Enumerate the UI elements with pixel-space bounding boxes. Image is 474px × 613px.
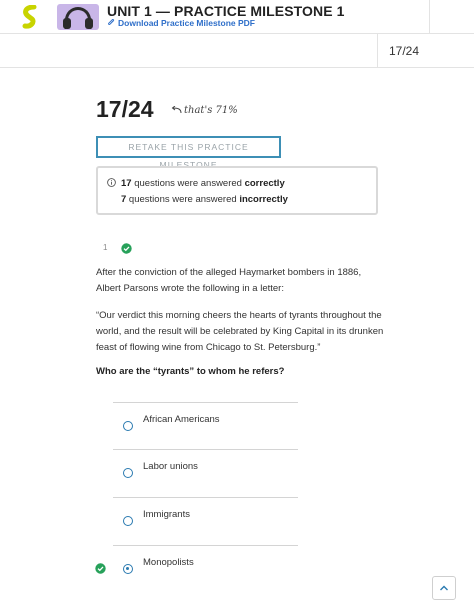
percent-note-text: that's 71% xyxy=(184,105,238,116)
correct-text: questions were answered xyxy=(131,178,245,189)
radio-button[interactable] xyxy=(123,421,133,431)
header-divider xyxy=(429,0,430,34)
curved-arrow-icon xyxy=(171,106,182,115)
question-prompt: Who are the “tyrants” to whom he refers? xyxy=(96,366,285,377)
answer-option[interactable] xyxy=(113,402,298,449)
chevron-up-icon xyxy=(439,583,449,593)
answer-label: Immigrants xyxy=(143,509,190,520)
score-bar xyxy=(0,34,474,68)
incorrect-summary xyxy=(121,194,288,205)
correct-check-icon xyxy=(121,243,132,254)
scroll-to-top-button[interactable] xyxy=(432,576,456,600)
retake-button[interactable]: RETAKE THIS PRACTICE MILESTONE xyxy=(96,136,281,158)
download-pdf-label: Download Practice Milestone PDF xyxy=(118,18,255,28)
radio-button-selected[interactable] xyxy=(123,564,133,574)
answer-option-selected[interactable] xyxy=(113,545,298,592)
answer-label: Labor unions xyxy=(143,461,198,472)
incorrect-count: 7 xyxy=(121,194,127,205)
scorebar-score: 17/24 xyxy=(389,44,420,58)
correct-word: correctly xyxy=(244,178,285,189)
question-quote: “Our verdict this morning cheers the hearts of tyrants throughout the world, and the result will be celebrated by King Capital in its drunken feast of flowing wine from Chicago to St. Petersburg.” xyxy=(96,310,384,353)
answer-label: African Americans xyxy=(143,414,220,425)
selected-correct-check-icon xyxy=(95,563,106,574)
answer-option[interactable] xyxy=(113,497,298,544)
question-context: After the conviction of the alleged Haymarket bombers in 1886, Albert Parsons wrote the following in a letter: xyxy=(96,267,362,294)
question-number: 1 xyxy=(103,243,108,252)
info-icon xyxy=(107,178,116,187)
download-pdf-link[interactable] xyxy=(107,18,255,28)
percent-note xyxy=(171,105,238,116)
correct-count: 17 xyxy=(121,178,132,189)
results-summary xyxy=(96,166,378,215)
sophia-logo-icon[interactable] xyxy=(20,5,40,29)
answer-option[interactable] xyxy=(113,449,298,496)
radio-button[interactable] xyxy=(123,516,133,526)
incorrect-word: incorrectly xyxy=(239,194,288,205)
scorebar-divider xyxy=(377,34,378,68)
top-header xyxy=(0,0,474,34)
paperclip-icon xyxy=(107,18,115,27)
page-title: UNIT 1 — PRACTICE MILESTONE 1 xyxy=(107,3,345,19)
correct-summary xyxy=(121,178,285,189)
radio-button[interactable] xyxy=(123,468,133,478)
final-score: 17/24 xyxy=(96,96,154,122)
answer-label: Monopolists xyxy=(143,557,194,568)
course-thumbnail xyxy=(57,4,99,30)
incorrect-text: questions were answered xyxy=(126,194,240,205)
